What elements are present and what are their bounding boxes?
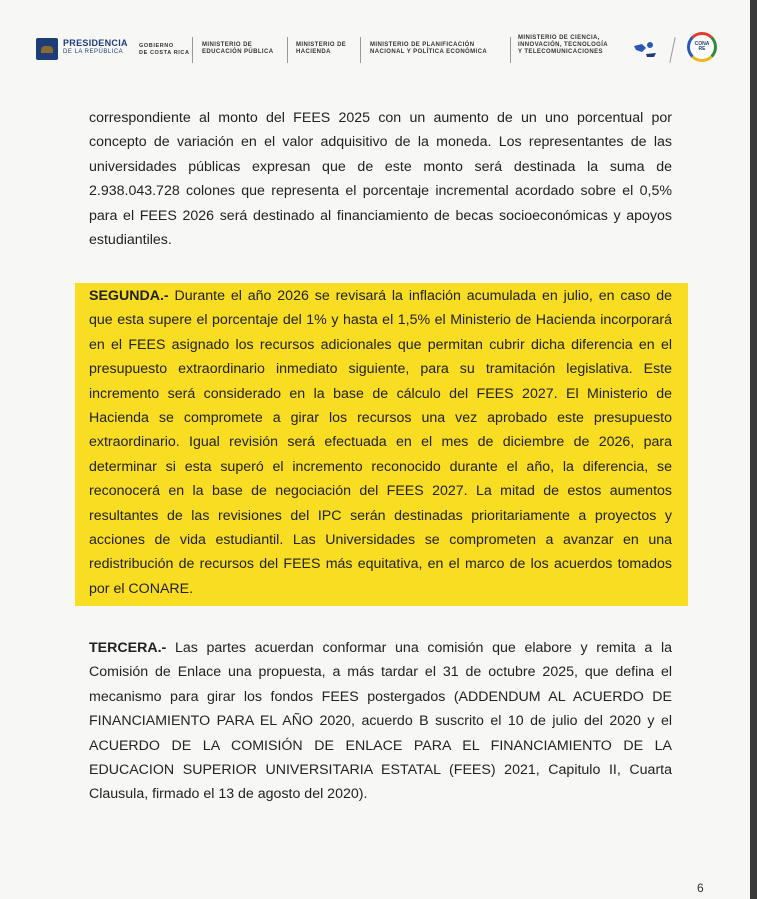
clause-tercera — [89, 636, 672, 807]
coat-of-arms-icon — [36, 38, 58, 60]
hacienda-logo: MINISTERIO DE HACIENDA — [296, 42, 347, 55]
page-number: 6 — [697, 881, 704, 895]
paragraph-continuation: correspondiente al monto del FEES 2025 con un aumento de un uno porcentual por concepto de variación en el valor adquisitivo de la moneda. Los representantes de las universidades públicas expresan que de este monto será destinada la suma de 2.938.043.728 colones que representa el porcentaje incremental acordado sobre el 0,5% para el FEES 2026 será destinado al financiamiento de becas socioeconómicas y apoyos estudiantiles. — [89, 110, 672, 249]
micitt-logo: MINISTERIO DE CIENCIA, INNOVACIÓN, TECNOLOGÍA Y TELECOMUNICACIONES — [518, 35, 609, 55]
gobierno-logo: GOBIERNO DE COSTA RICA — [139, 43, 190, 56]
header-divider — [669, 37, 675, 63]
clause-text: Las partes acuerdan conformar una comisión que elabore y remita a la Comisión de Enlace una propuesta, a más tardar el 31 de octubre 2025, que defina el mecanismo para girar los fondos FEES postergados (ADDENDUM AL ACUERDO DE FINANCIAMIENTO PARA EL AÑO 2020, acuerdo B suscrito el 10 de julio del 2020 y el ACUERDO DE LA COMISIÓN DE ENLACE PARA EL FINANCIAMIENTO DE LA EDUCACION SUPERIOR UNIVERSITARIA ESTATAL (FEES) 2021, Capitulo II, Cuarta Clausula, firmado el 13 de agosto del 2020). — [89, 640, 672, 803]
conare-logo: CONA RE — [687, 32, 717, 62]
scan-edge — [750, 0, 757, 899]
presidencia-logo: PRESIDENCIA DE LA REPÚBLICA — [63, 38, 128, 55]
header-divider — [287, 37, 288, 63]
clause-label: SEGUNDA.- — [89, 288, 169, 304]
mideplan-logo: MINISTERIO DE PLANIFICACIÓN NACIONAL Y POLÍTICA ECONÓMICA — [370, 42, 488, 55]
clause-label: TERCERA.- — [89, 640, 167, 656]
clause-segunda — [89, 284, 672, 601]
header-divider — [360, 37, 361, 63]
header-divider — [192, 37, 193, 63]
header-divider — [510, 37, 511, 63]
micitt-emblem-icon — [632, 36, 658, 62]
page-header — [32, 30, 720, 70]
clause-text: Durante el año 2026 se revisará la inflación acumulada en julio, en caso de que esta supere el porcentaje del 1% y hasta el 1,5% el Ministerio de Hacienda incorporará en el FEES asignado los recursos adicionales que permitan cubrir dicha diferencia en el presupuesto extraordinario inmediato siguiente, para su tramitación legislativa. Este incremento será considerado en la base de cálculo del FEES 2027. El Ministerio de Hacienda se compromete a girar los recursos una vez aprobado este presupuesto extraordinario. Igual revisión será efectuada en el mes de diciembre de 2026, para determinar si esta superó el incremento reconocido durante el año, la diferencia, se reconocerá en la base de negociación del FEES 2027. La mitad de estos aumentos resultantes de las revisiones del IPC serán destinadas prioritariamente a proyectos y acciones de vida estudiantil. Las Universidades se comprometen a avanzar en una redistribución de recursos del FEES más equitativa, en el marco de los acuerdos tomados por el CONARE. — [89, 288, 672, 597]
mep-logo: MINISTERIO DE EDUCACIÓN PÚBLICA — [202, 42, 274, 55]
